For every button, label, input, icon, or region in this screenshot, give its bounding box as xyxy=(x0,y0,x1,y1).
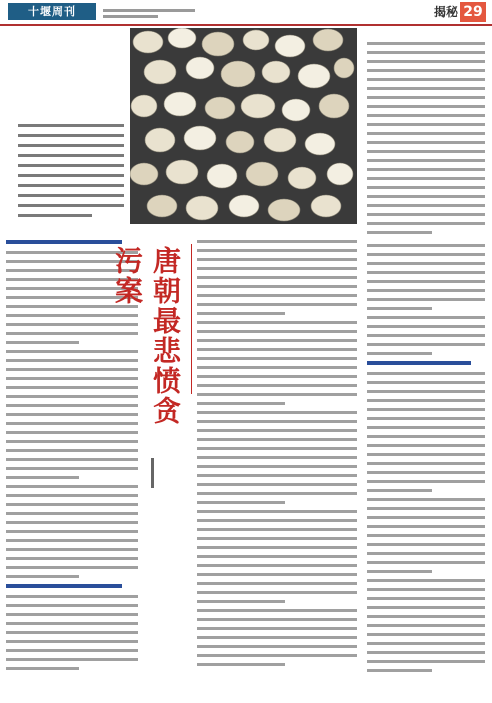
text-line xyxy=(367,543,485,546)
text-line xyxy=(197,330,357,333)
jade-stones-image xyxy=(130,28,357,224)
text-line xyxy=(367,168,485,171)
text-line xyxy=(197,510,357,513)
text-line xyxy=(197,537,357,540)
text-line xyxy=(367,588,485,591)
text-line xyxy=(367,132,485,135)
text-line xyxy=(6,467,138,470)
article-column-right-bottom xyxy=(367,244,485,678)
text-line xyxy=(6,622,138,625)
text-line xyxy=(367,597,485,600)
text-line xyxy=(367,244,485,247)
text-line xyxy=(197,348,357,351)
text-line xyxy=(367,42,485,45)
text-line xyxy=(367,579,485,582)
jade-stone xyxy=(311,195,341,217)
article-text-lines xyxy=(367,42,485,234)
text-line xyxy=(367,372,485,375)
text-line xyxy=(197,492,357,495)
text-line xyxy=(6,431,138,434)
jade-stone xyxy=(282,99,310,121)
text-line xyxy=(197,627,357,630)
text-line xyxy=(367,552,485,555)
text-line xyxy=(367,334,485,337)
text-line xyxy=(6,422,138,425)
text-line xyxy=(367,606,485,609)
jade-stone xyxy=(164,92,196,116)
text-line xyxy=(367,177,485,180)
text-line xyxy=(197,402,285,405)
text-line xyxy=(197,546,357,549)
text-line xyxy=(6,521,138,524)
text-line xyxy=(197,582,357,585)
text-line xyxy=(367,381,485,384)
text-line xyxy=(367,150,485,153)
text-line xyxy=(197,276,357,279)
jade-stone xyxy=(168,28,196,48)
text-line xyxy=(6,413,138,416)
jade-stone xyxy=(131,95,157,117)
jade-stones-photo xyxy=(130,28,357,224)
text-line xyxy=(367,204,485,207)
text-line xyxy=(367,390,485,393)
jade-stone xyxy=(205,97,235,119)
text-line xyxy=(367,325,485,328)
text-line xyxy=(367,60,485,63)
text-line xyxy=(6,604,138,607)
text-line xyxy=(6,404,138,407)
jade-stone xyxy=(298,64,330,88)
text-line xyxy=(367,516,485,519)
text-line xyxy=(6,395,138,398)
text-line xyxy=(367,462,485,465)
text-line xyxy=(6,341,79,344)
text-line xyxy=(197,519,357,522)
article-column-middle xyxy=(197,240,357,672)
text-line xyxy=(197,366,357,369)
text-line xyxy=(367,534,485,537)
text-line xyxy=(367,213,485,216)
jade-stone xyxy=(264,128,296,152)
text-line xyxy=(197,420,357,423)
text-line xyxy=(6,314,138,317)
text-line xyxy=(367,615,485,618)
text-line xyxy=(367,114,485,117)
text-line xyxy=(367,222,485,225)
jade-stone xyxy=(130,163,158,185)
text-line xyxy=(197,384,357,387)
text-line xyxy=(197,375,357,378)
text-line xyxy=(6,377,138,380)
jade-stone xyxy=(262,61,290,83)
text-line xyxy=(367,316,485,319)
text-line xyxy=(367,352,432,355)
text-line xyxy=(367,195,485,198)
text-line xyxy=(6,613,138,616)
text-line xyxy=(197,474,357,477)
text-line xyxy=(6,640,138,643)
jade-stone xyxy=(268,199,300,221)
jade-stone xyxy=(166,160,198,184)
section-tag: 揭秘 xyxy=(433,5,458,19)
text-line xyxy=(367,669,432,672)
text-line xyxy=(197,303,357,306)
text-line xyxy=(6,667,79,670)
text-line xyxy=(367,307,432,310)
jade-stone xyxy=(144,60,176,84)
jade-stone xyxy=(145,128,175,152)
text-line xyxy=(197,618,357,621)
subheading-line xyxy=(6,584,122,588)
text-line xyxy=(367,525,485,528)
text-line xyxy=(197,483,357,486)
jade-stone xyxy=(226,131,254,153)
text-line xyxy=(367,633,485,636)
text-line xyxy=(6,440,138,443)
text-line xyxy=(367,570,432,573)
text-line xyxy=(197,609,357,612)
text-line xyxy=(6,449,138,452)
text-line xyxy=(367,78,485,81)
text-line xyxy=(197,447,357,450)
text-line xyxy=(367,408,485,411)
text-line xyxy=(6,476,79,479)
text-line xyxy=(6,368,138,371)
text-line xyxy=(197,528,357,531)
text-line xyxy=(6,649,138,652)
text-line xyxy=(197,663,285,666)
text-line xyxy=(367,123,485,126)
text-line xyxy=(6,631,138,634)
text-line xyxy=(367,507,485,510)
text-line xyxy=(197,573,357,576)
jade-stone xyxy=(246,162,278,186)
jade-stone xyxy=(319,94,349,118)
text-line xyxy=(6,350,138,353)
text-line xyxy=(197,654,357,657)
text-line xyxy=(367,399,485,402)
text-line xyxy=(367,453,485,456)
jade-stone xyxy=(147,195,177,217)
text-line xyxy=(6,359,138,362)
jade-stone xyxy=(221,61,255,87)
jade-stone xyxy=(313,29,343,51)
text-line xyxy=(197,564,357,567)
text-line xyxy=(367,271,485,274)
text-line xyxy=(197,591,357,594)
text-line xyxy=(367,280,485,283)
text-line xyxy=(6,386,138,389)
page-header xyxy=(0,0,492,26)
text-line xyxy=(197,465,357,468)
text-line xyxy=(6,595,138,598)
text-line xyxy=(367,444,485,447)
text-line xyxy=(197,240,357,243)
jade-stone xyxy=(202,32,234,56)
text-line xyxy=(197,285,357,288)
text-line xyxy=(367,231,432,234)
text-line xyxy=(367,253,485,256)
text-line xyxy=(367,289,485,292)
text-line xyxy=(6,323,138,326)
jade-stone xyxy=(133,31,163,53)
jade-stone xyxy=(275,35,305,57)
text-line xyxy=(367,51,485,54)
text-line xyxy=(367,489,432,492)
article-text-lines xyxy=(367,244,485,672)
jade-stone xyxy=(305,133,335,155)
text-line xyxy=(367,96,485,99)
text-line xyxy=(367,435,485,438)
text-line xyxy=(367,651,485,654)
text-line xyxy=(6,539,138,542)
text-line xyxy=(367,141,485,144)
article-column-right-top xyxy=(367,42,485,240)
jade-stone xyxy=(184,126,216,150)
text-line xyxy=(367,426,485,429)
text-line xyxy=(197,357,357,360)
text-line xyxy=(6,485,138,488)
text-line xyxy=(6,566,138,569)
text-line xyxy=(197,411,357,414)
jade-stone xyxy=(186,57,214,79)
text-line xyxy=(367,480,485,483)
jade-stone xyxy=(207,164,237,188)
text-line xyxy=(367,561,485,564)
text-line xyxy=(197,555,357,558)
text-line xyxy=(197,501,285,504)
text-line xyxy=(367,87,485,90)
text-line xyxy=(6,332,138,335)
text-line xyxy=(197,249,357,252)
text-line xyxy=(197,294,357,297)
text-line xyxy=(197,267,357,270)
jade-stone xyxy=(288,167,316,189)
text-line xyxy=(367,498,485,501)
text-line xyxy=(6,658,138,661)
text-line xyxy=(367,417,485,420)
author-byline xyxy=(146,458,160,492)
text-line xyxy=(367,343,485,346)
masthead-badge: 十堰周刊 xyxy=(8,3,96,20)
text-line xyxy=(367,642,485,645)
text-line xyxy=(6,557,138,560)
text-line xyxy=(367,624,485,627)
text-line xyxy=(197,636,357,639)
text-line xyxy=(367,69,485,72)
text-line xyxy=(197,456,357,459)
text-line xyxy=(6,512,138,515)
jade-stone xyxy=(229,195,259,217)
text-line xyxy=(367,186,485,189)
text-line xyxy=(197,429,357,432)
text-line xyxy=(6,575,79,578)
text-line xyxy=(367,298,485,301)
text-line xyxy=(367,105,485,108)
jade-stone xyxy=(327,163,353,185)
photo-caption xyxy=(18,124,124,224)
text-line xyxy=(6,503,138,506)
text-line xyxy=(197,645,357,648)
text-line xyxy=(6,458,138,461)
jade-stone xyxy=(241,94,275,118)
text-line xyxy=(367,262,485,265)
text-line xyxy=(367,660,485,663)
editor-credit-line xyxy=(103,5,195,17)
jade-stone xyxy=(243,30,269,50)
text-line xyxy=(197,600,285,603)
text-line xyxy=(197,258,357,261)
subheading-line xyxy=(6,240,122,244)
text-line xyxy=(6,548,138,551)
jade-stone xyxy=(334,58,354,78)
subheading-line xyxy=(367,361,471,365)
text-line xyxy=(197,312,285,315)
text-line xyxy=(367,159,485,162)
text-line xyxy=(197,393,357,396)
text-line xyxy=(197,321,357,324)
text-line xyxy=(6,530,138,533)
jade-stone xyxy=(186,196,218,220)
title-divider xyxy=(191,244,192,394)
article-title: 唐朝最悲愤贪污案 xyxy=(111,246,182,426)
text-line xyxy=(197,438,357,441)
text-line xyxy=(197,339,357,342)
text-line xyxy=(367,471,485,474)
page-number: 29 xyxy=(460,2,486,22)
article-text-lines xyxy=(197,240,357,666)
text-line xyxy=(6,494,138,497)
